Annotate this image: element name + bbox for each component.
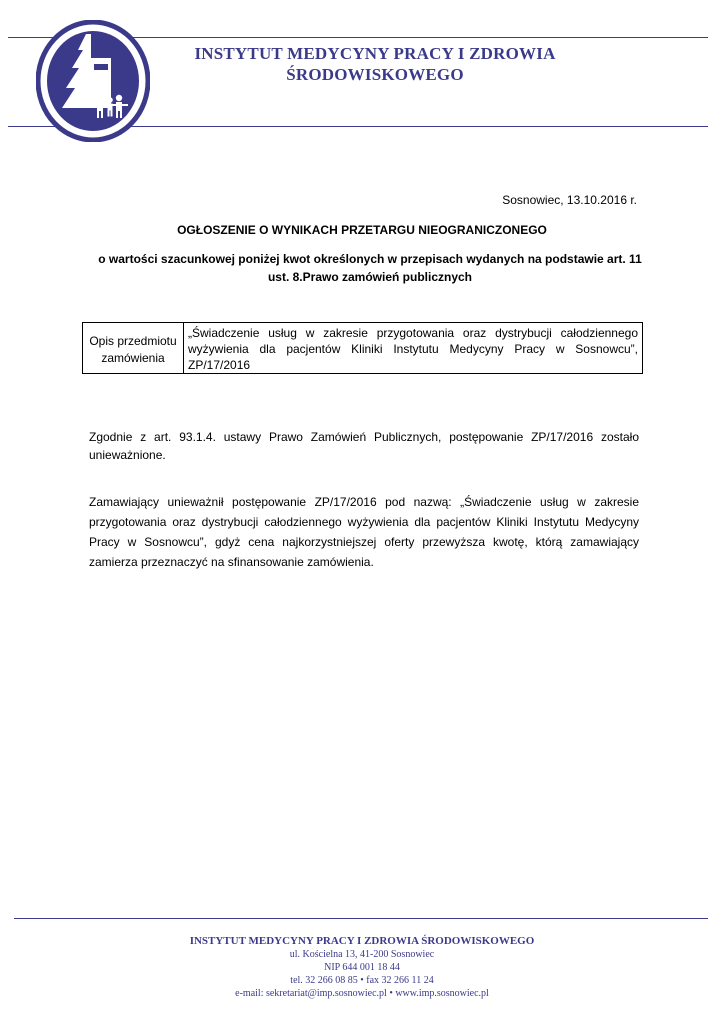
paragraph-annulment: Zgodnie z art. 93.1.4. ustawy Prawo Zamówień Publicznych, postępowanie ZP/17/2016 zostało unieważnione. [89,430,639,462]
footer-nip: NIP 644 001 18 44 [324,962,400,973]
institute-logo [36,20,150,142]
footer [0,934,724,1000]
announcement-subtitle: o wartości szacunkowej poniżej kwot określonych w przepisach wydanych na podstawie art. 11 ust. 8.Prawo zamówień publicznych [98,252,642,284]
footer-address: ul. Kościelna 13, 41-200 Sosnowiec [289,949,435,960]
org-title [170,43,580,85]
paragraph-reason: Zamawiający unieważnił postępowanie ZP/17/2016 pod nazwą: „Świadczenie usług w zakresie przygotowania oraz dystrybucji całodziennego wyżywienia dla pacjentów Kliniki Instytutu Medycyny Pracy w Sosnowcu”, gdyż cena najkorzystniejszej oferty przewyższa kwotę, którą zamawiający zamierza przeznaczyć na sfinansowanie zamówienia. [89,495,639,569]
footer-contact: e-mail: sekretariat@imp.sosnowiec.pl • www.imp.sosnowiec.pl [235,988,489,999]
footer-org-name: INSTYTUT MEDYCYNY PRACY I ZDROWIA ŚRODOWISKOWEGO [189,935,535,947]
table-row [83,323,643,374]
subject-value-cell [184,323,643,374]
footer-phone: tel. 32 266 08 85 • fax 32 266 11 24 [290,975,434,986]
org-title-line1: INSTYTUT MEDYCYNY PRACY I ZDROWIA [194,44,556,63]
subject-value: „Świadczenie usług w zakresie przygotowania oraz dystrybucji całodziennego wyżywienia dla pacjentów Kliniki Instytutu Medycyny Pracy w Sosnowcu”, ZP/17/2016 [188,326,638,372]
announcement-title: OGŁOSZENIE O WYNIKACH PRZETARGU NIEOGRANICZONEGO [177,223,547,237]
footer-rule [14,918,708,919]
org-title-line2: ŚRODOWISKOWEGO [286,65,464,84]
subject-label-cell [83,323,184,374]
document-date: Sosnowiec, 13.10.2016 r. [502,193,637,207]
subject-label: Opis przedmiotu zamówienia [89,334,177,365]
subject-table [82,322,643,374]
